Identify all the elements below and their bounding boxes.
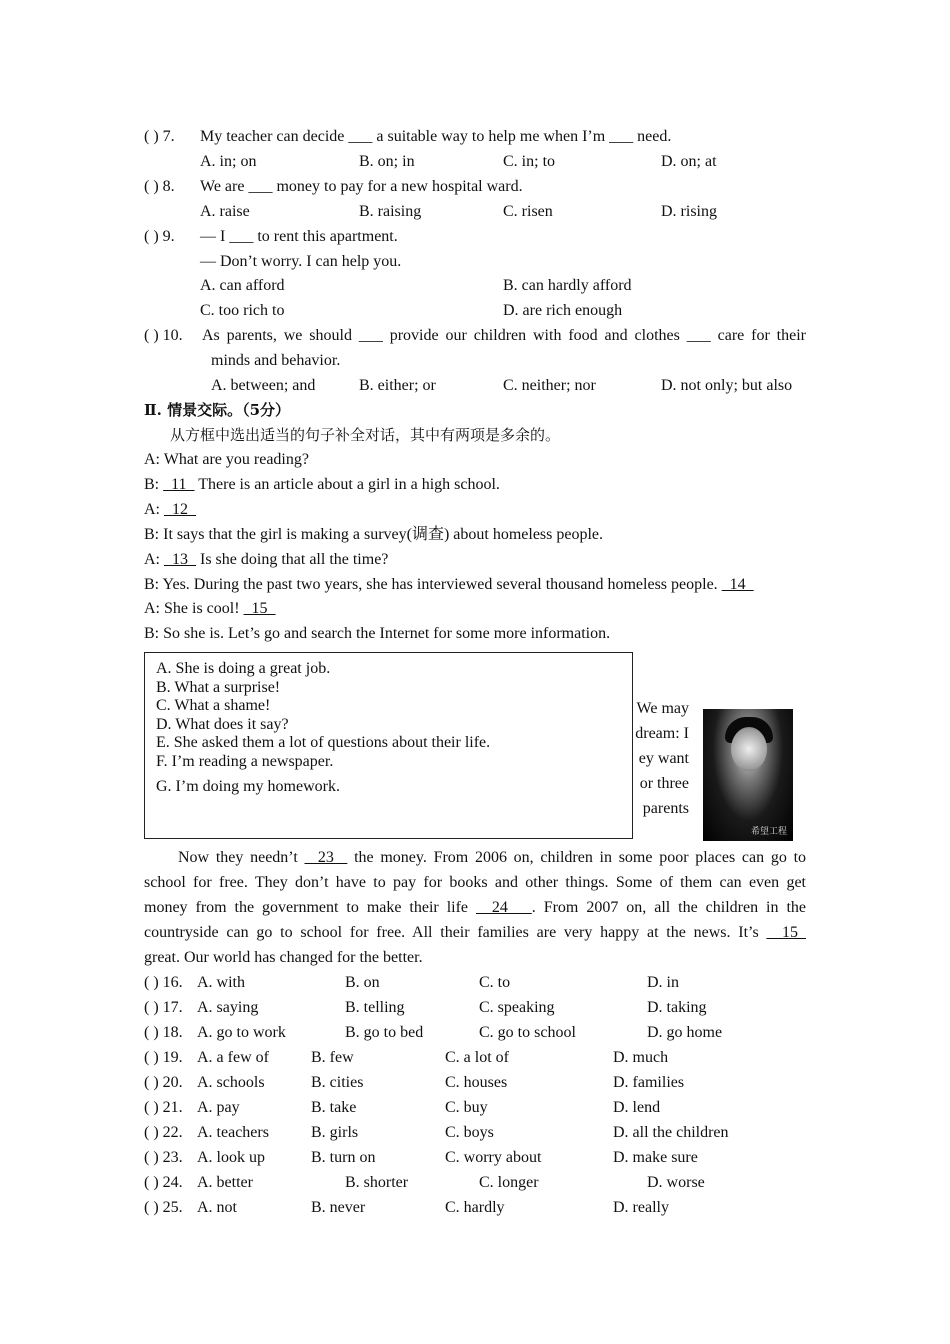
question-number: ( ) 21. bbox=[144, 1099, 183, 1116]
option: C. hardly bbox=[445, 1199, 505, 1216]
option: C. risen bbox=[503, 203, 553, 220]
photo-face bbox=[731, 727, 767, 771]
dialog-text: A: bbox=[144, 550, 164, 568]
option: A. saying bbox=[197, 999, 259, 1016]
option: D. lend bbox=[613, 1099, 661, 1116]
option: B. never bbox=[311, 1199, 366, 1216]
answer-blank: 12 bbox=[164, 500, 196, 518]
option: C. speaking bbox=[479, 999, 555, 1016]
dialog-line bbox=[144, 500, 196, 520]
option: B. shorter bbox=[345, 1174, 409, 1191]
option: B. cities bbox=[311, 1074, 364, 1091]
dialog-line bbox=[144, 525, 603, 545]
option: C. a lot of bbox=[445, 1049, 509, 1066]
option: D. make sure bbox=[613, 1149, 698, 1166]
option: D. not only; but also bbox=[661, 377, 793, 394]
passage-text: countryside can go to school for free. All their families are very happy at the news. It’s bbox=[144, 924, 767, 941]
option: C. longer bbox=[479, 1174, 539, 1191]
option: C. to bbox=[479, 974, 511, 991]
question-number: ( ) 8. bbox=[144, 178, 175, 195]
choice: B. What a surprise! bbox=[156, 679, 281, 696]
dialog-text: B: Yes. During the past two years, she has interviewed several thousand homeless people. bbox=[144, 575, 722, 593]
choice: A. She is doing a great job. bbox=[156, 660, 331, 677]
dialog-line bbox=[144, 599, 276, 619]
option: D. on; at bbox=[661, 153, 717, 170]
option: A. not bbox=[197, 1199, 237, 1216]
option: A. schools bbox=[197, 1074, 265, 1091]
option: A. look up bbox=[197, 1149, 265, 1166]
choice: G. I’m doing my homework. bbox=[156, 778, 340, 795]
question-stem: — Don’t worry. I can help you. bbox=[200, 253, 402, 270]
dialog-text: B: It says that the girl is making a survey(调查) about homeless people. bbox=[144, 525, 604, 543]
option: A. pay bbox=[197, 1099, 240, 1116]
passage-fragment: dream: I bbox=[635, 725, 689, 742]
answer-blank: 15 bbox=[766, 924, 806, 941]
option: B. go to bed bbox=[345, 1024, 424, 1041]
question-number: ( ) 7. bbox=[144, 128, 175, 145]
passage-text: school for free. They don’t have to pay for books and other things. Some of them can even get bbox=[144, 874, 806, 891]
answer-blank: 13 bbox=[164, 550, 196, 568]
choice: C. What a shame! bbox=[156, 697, 271, 714]
question-stem: — I ___ to rent this apartment. bbox=[200, 228, 398, 245]
question-number: ( ) 17. bbox=[144, 999, 183, 1016]
option: C. worry about bbox=[445, 1149, 542, 1166]
passage-text: . From 2007 on, all the children in the bbox=[531, 899, 806, 916]
option: D. taking bbox=[647, 999, 707, 1016]
option: A. can afford bbox=[200, 277, 285, 294]
option: D. worse bbox=[647, 1174, 705, 1191]
option: B. on; in bbox=[359, 153, 415, 170]
question-number: ( ) 22. bbox=[144, 1124, 183, 1141]
option: D. go home bbox=[647, 1024, 723, 1041]
option: C. buy bbox=[445, 1099, 488, 1116]
option: C. go to school bbox=[479, 1024, 576, 1041]
passage-fragment: or three bbox=[639, 775, 689, 792]
choice: F. I’m reading a newspaper. bbox=[156, 753, 334, 770]
dialog-text: Is she doing that all the time? bbox=[196, 550, 389, 568]
dialog-line bbox=[144, 575, 754, 595]
passage-line bbox=[144, 948, 423, 968]
answer-blank: 24 bbox=[475, 899, 532, 916]
question-stem: minds and behavior. bbox=[211, 352, 341, 369]
option: D. are rich enough bbox=[503, 302, 623, 319]
option: D. really bbox=[613, 1199, 669, 1216]
option: D. much bbox=[613, 1049, 669, 1066]
question-number: ( ) 23. bbox=[144, 1149, 183, 1166]
passage-fragment: parents bbox=[642, 800, 689, 817]
option: A. go to work bbox=[197, 1024, 286, 1041]
answer-blank: 14 bbox=[721, 575, 754, 593]
passage-text: great. Our world has changed for the better. bbox=[144, 949, 423, 966]
question-number: ( ) 10. bbox=[144, 327, 183, 344]
passage-line bbox=[144, 898, 806, 918]
dialog-line bbox=[144, 550, 388, 570]
question-number: ( ) 18. bbox=[144, 1024, 183, 1041]
option: A. between; and bbox=[211, 377, 316, 394]
option: D. in bbox=[647, 974, 679, 991]
dialog-text: There is an article about a girl in a high school. bbox=[194, 475, 500, 493]
option: A. raise bbox=[200, 203, 250, 220]
passage-text: money from the government to make their life bbox=[144, 899, 476, 916]
passage-line bbox=[144, 923, 806, 943]
choices-box bbox=[144, 652, 633, 839]
option: B. turn on bbox=[311, 1149, 376, 1166]
option: B. can hardly afford bbox=[503, 277, 632, 294]
option: C. too rich to bbox=[200, 302, 285, 319]
option: B. girls bbox=[311, 1124, 359, 1141]
question-number: ( ) 9. bbox=[144, 228, 175, 245]
dialog-text: B: bbox=[144, 475, 164, 493]
option: C. neither; nor bbox=[503, 377, 596, 394]
dialog-line bbox=[144, 450, 309, 470]
answer-blank: 15 bbox=[243, 600, 276, 618]
passage-line bbox=[144, 873, 806, 893]
option: A. better bbox=[197, 1174, 253, 1191]
option: C. boys bbox=[445, 1124, 494, 1141]
passage-line bbox=[178, 848, 806, 868]
option: B. raising bbox=[359, 203, 422, 220]
option: D. all the children bbox=[613, 1124, 729, 1141]
option: D. families bbox=[613, 1074, 685, 1091]
choice: E. She asked them a lot of questions about their life. bbox=[156, 734, 491, 751]
option: A. teachers bbox=[197, 1124, 269, 1141]
girl-photo bbox=[703, 709, 793, 841]
dialog-text: A: She is cool! bbox=[144, 600, 244, 618]
answer-blank: 11 bbox=[163, 475, 195, 493]
option: A. a few of bbox=[197, 1049, 269, 1066]
photo-caption: 希望工程 bbox=[750, 827, 787, 837]
option: C. in; to bbox=[503, 153, 556, 170]
option: C. houses bbox=[445, 1074, 508, 1091]
passage-text: the money. From 2006 on, children in some poor places can go to bbox=[347, 849, 807, 866]
passage-fragment: We may bbox=[636, 700, 689, 717]
question-stem: My teacher can decide ___ a suitable way to help me when I’m ___ need. bbox=[200, 128, 672, 145]
passage-text: Now they needn’t bbox=[178, 849, 305, 866]
dialog-text: A: bbox=[144, 500, 164, 518]
option: A. with bbox=[197, 974, 245, 991]
answer-blank: 23 bbox=[304, 849, 348, 866]
choice: D. What does it say? bbox=[156, 716, 289, 733]
dialog-text: A: What are you reading? bbox=[144, 451, 309, 468]
section-heading: Ⅱ. 情景交际。（5分） bbox=[144, 401, 291, 419]
passage-fragment: ey want bbox=[638, 750, 689, 767]
question-number: ( ) 16. bbox=[144, 974, 183, 991]
dialog-line bbox=[144, 624, 610, 644]
question-number: ( ) 25. bbox=[144, 1199, 183, 1216]
section-instruction: 从方框中选出适当的句子补全对话，其中有两项是多余的。 bbox=[170, 426, 561, 444]
question-stem: As parents, we should ___ provide our children with food and clothes ___ care for their bbox=[202, 327, 806, 344]
option: B. on bbox=[345, 974, 380, 991]
dialog-line bbox=[144, 475, 500, 495]
option: B. telling bbox=[345, 999, 405, 1016]
question-number: ( ) 20. bbox=[144, 1074, 183, 1091]
question-number: ( ) 19. bbox=[144, 1049, 183, 1066]
question-number: ( ) 24. bbox=[144, 1174, 183, 1191]
option: A. in; on bbox=[200, 153, 257, 170]
option: D. rising bbox=[661, 203, 717, 220]
option: B. few bbox=[311, 1049, 354, 1066]
option: B. take bbox=[311, 1099, 357, 1116]
dialog-text: B: So she is. Let’s go and search the Internet for some more information. bbox=[144, 625, 611, 643]
question-stem: We are ___ money to pay for a new hospital ward. bbox=[200, 178, 523, 195]
option: B. either; or bbox=[359, 377, 436, 394]
